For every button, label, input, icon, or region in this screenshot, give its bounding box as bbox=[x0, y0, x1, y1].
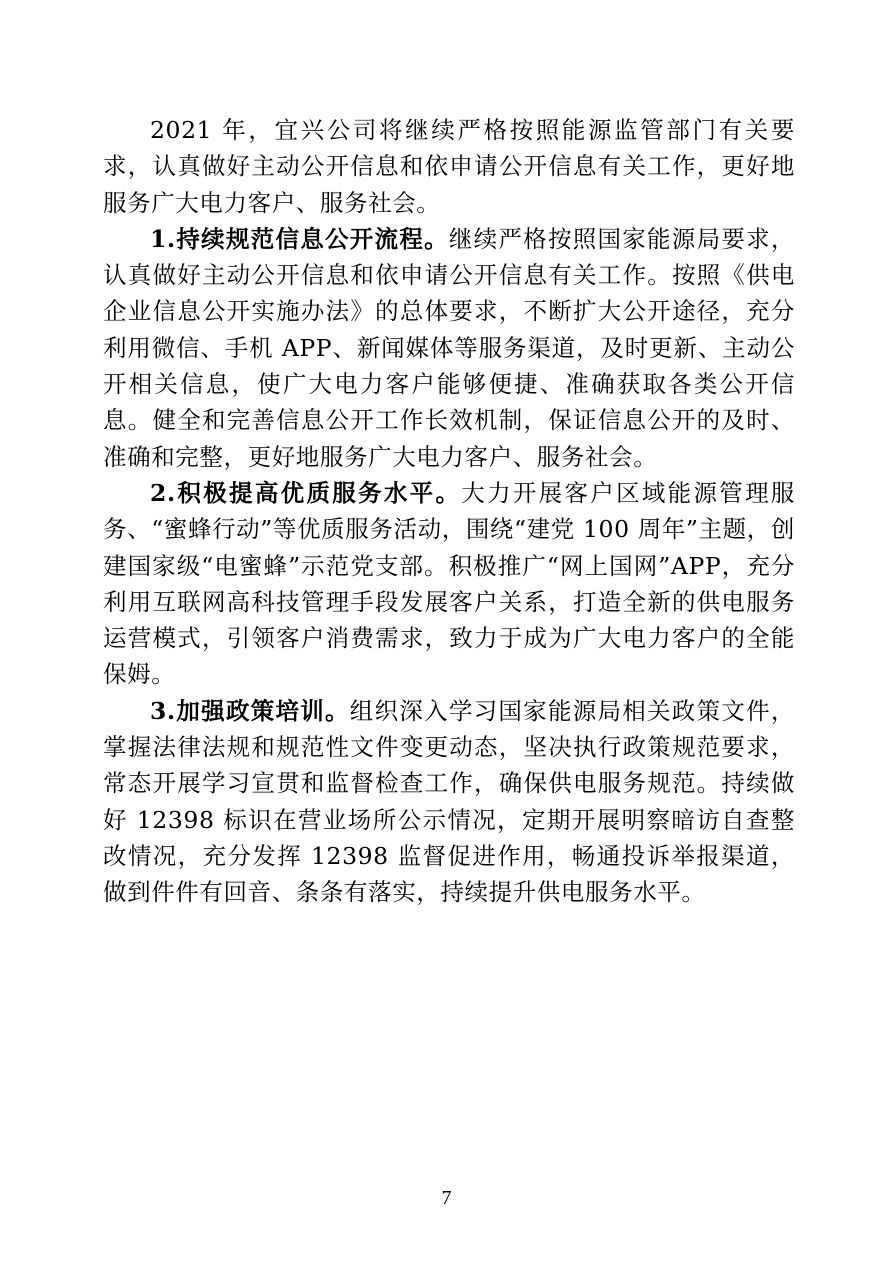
section-3-text: 组织深入学习国家能源局相关政策文件，掌握法律法规和规范性文件变更动态，坚决执行政策规范要求，常态开展学习宣贯和监督检查工作，确保供电服务规范。持续做好 12398 标识在营业场所公示情况，定期开展明察暗访自查整改情况，充分发挥 12398 监督促进作用，畅通投诉举报渠道，做到件件有回音、条条有落实，持续提升供电服务水平。 bbox=[103, 696, 795, 907]
document-body bbox=[103, 112, 795, 911]
section-3-paragraph bbox=[103, 693, 795, 911]
section-2-heading: 2.积极提高优质服务水平。 bbox=[150, 478, 462, 507]
section-3-heading: 3.加强政策培训。 bbox=[150, 696, 350, 725]
section-1-text: 继续严格按照国家能源局要求，认真做好主动公开信息和依申请公开信息有关工作。按照《供电企业信息公开实施办法》的总体要求，不断扩大公开途径，充分利用微信、手机 APP、新闻媒体等服务渠道，及时更新、主动公开相关信息，使广大电力客户能够便捷、准确获取各类公开信息。健全和完善信息公开工作长效机制，保证信息公开的及时、准确和完整，更好地服务广大电力客户、服务社会。 bbox=[103, 224, 795, 471]
page-number: 7 bbox=[441, 1187, 452, 1209]
section-2-text: 大力开展客户区域能源管理服务、“蜜蜂行动”等优质服务活动，围绕“建党 100 周年”主题，创建国家级“电蜜蜂”示范党支部。积极推广“网上国网”APP，充分利用互联网高科技管理手段发展客户关系，打造全新的供电服务运营模式，引领客户消费需求，致力于成为广大电力客户的全能保姆。 bbox=[103, 478, 795, 689]
section-2-paragraph bbox=[103, 475, 795, 693]
section-1-heading: 1.持续规范信息公开流程。 bbox=[150, 224, 449, 253]
intro-paragraph bbox=[103, 112, 795, 221]
section-1-paragraph bbox=[103, 221, 795, 475]
paragraph-text: 2021 年，宜兴公司将继续严格按照能源监管部门有关要求，认真做好主动公开信息和依申请公开信息有关工作，更好地服务广大电力客户、服务社会。 bbox=[103, 116, 795, 217]
